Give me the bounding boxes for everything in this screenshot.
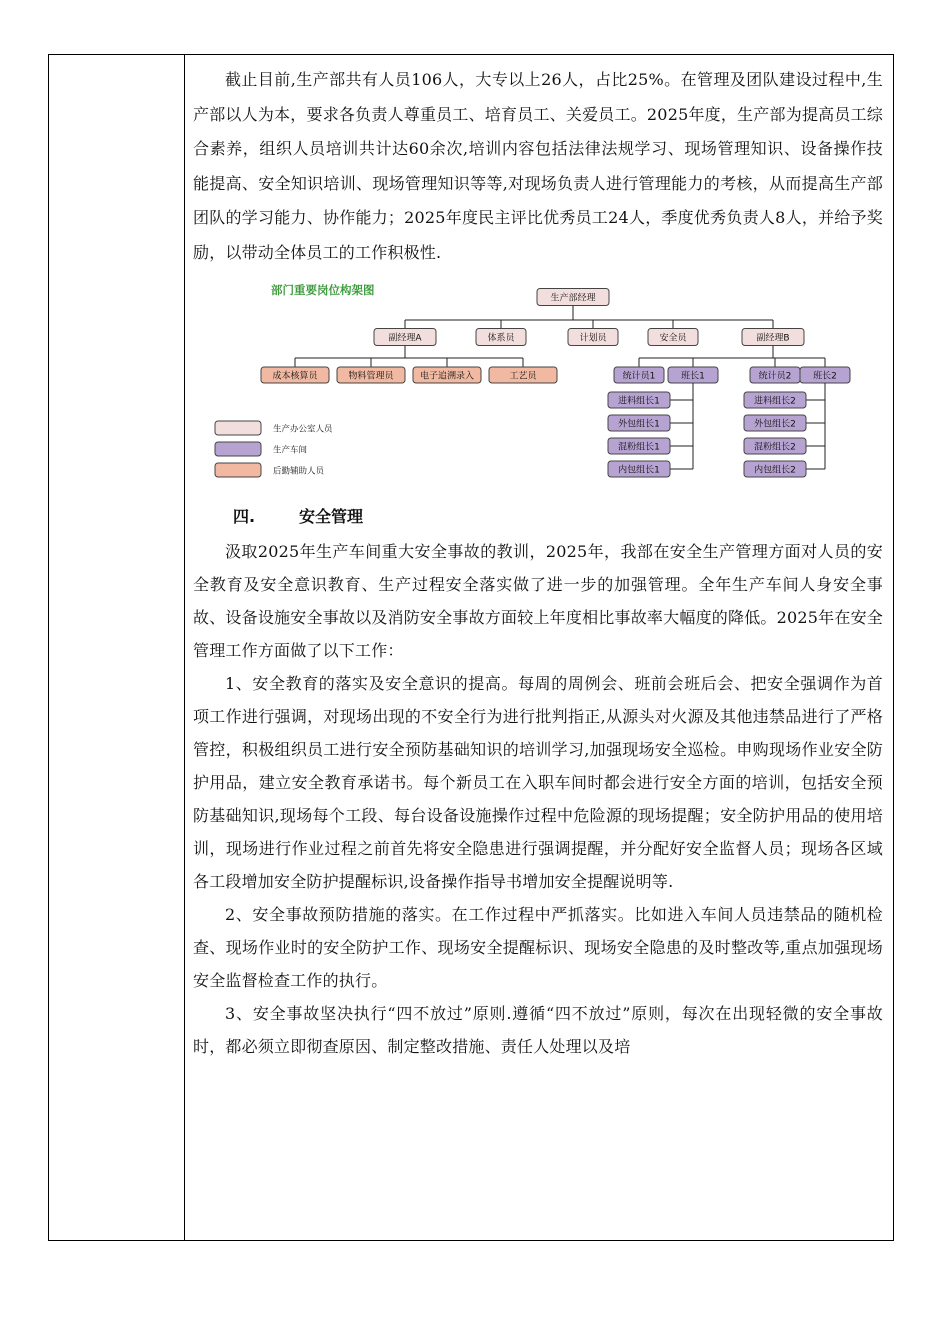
support-node-label: 电子追溯录入 [419, 371, 475, 382]
team-member-node-label: 进料组长1 [618, 396, 660, 407]
team-member-node-label: 混粉组长1 [618, 442, 660, 453]
support-node-label: 成本核算员 [272, 371, 318, 382]
team-member-node-label: 外包组长2 [754, 419, 796, 430]
legend-label: 生产办公室人员 [273, 424, 333, 435]
level2-node-label: 安全员 [659, 333, 687, 344]
workshop-node-label: 统计员1 [622, 371, 656, 382]
team-member-node-label: 内包组长1 [618, 465, 660, 476]
safety-paragraph-3: 2、安全事故预防措施的落实。在工作过程中严抓落实。比如进入车间人员违禁品的随机检查、现场作业时的安全防护工作、现场安全提醒标识、现场安全隐患的及时整改等,重点加强现场安全监督检查工作的执行。 [193, 905, 883, 990]
support-node-label: 工艺员 [509, 371, 537, 382]
table-content-cell [193, 63, 883, 1063]
team-member-node-label: 混粉组长2 [754, 442, 796, 453]
team-member-node-label: 进料组长2 [754, 396, 796, 407]
level2-node-label: 计划员 [579, 333, 607, 344]
safety-paragraph-1: 汲取2025年生产车间重大安全事故的教训，2025年，我部在安全生产管理方面对人员的安全教育及安全意识教育、生产过程安全落实做了进一步的加强管理。全年生产车间人身安全事故、设备设施安全事故以及消防安全事故方面较上年度相比事故率大幅度的降低。2025年在安全管理工作方面做了以下工作： [193, 542, 883, 660]
workshop-node-label: 班长2 [813, 371, 837, 382]
safety-paragraph-4: 3、安全事故坚决执行“四不放过”原则.遵循“四不放过”原则，每次在出现轻微的安全事故时，都必须立即彻查原因、制定整改措施、责任人处理以及培 [193, 1004, 883, 1056]
legend-swatch [215, 442, 261, 456]
section-heading [193, 499, 883, 535]
level2-node-label: 副经理B [756, 333, 790, 344]
root-node-label: 生产部经理 [550, 293, 596, 304]
legend-swatch [215, 463, 261, 477]
workshop-node-label: 统计员2 [758, 371, 792, 382]
legend-swatch [215, 421, 261, 435]
table-left-column [49, 55, 185, 1240]
level2-node-label: 副经理A [388, 333, 422, 344]
level2-node-label: 体系员 [487, 333, 515, 344]
workshop-node-label: 班长1 [681, 371, 705, 382]
legend-label: 后勤辅助人员 [273, 466, 325, 477]
intro-paragraph: 截止目前,生产部共有人员106人，大专以上26人，占比25%。在管理及团队建设过程中,生产部以人为本，要求各负责人尊重员工、培育员工、关爱员工。2025年度，生产部为提高员工综合素养，组织人员培训共计达60余次,培训内容包括法律法规学习、现场管理知识、设备操作技能提高、安全知识培训、现场管理知识等等,对现场负责人进行管理能力的考核，从而提高生产部团队的学习能力、协作能力；2025年度民主评比优秀员工24人，季度优秀负责人8人，并给予奖励，以带动全体员工的工作积极性. [193, 70, 883, 262]
safety-paragraph-2: 1、安全教育的落实及安全意识的提高。每周的周例会、班前会班后会、把安全强调作为首项工作进行强调，对现场出现的不安全行为进行批判指正,从源头对火源及其他违禁品进行了严格管控，积极组织员工进行安全预防基础知识的培训学习,加强现场安全巡检。申购现场作业安全防护用品，建立安全教育承诺书。每个新员工在入职车间时都会进行安全方面的培训，包括安全预防基础知识,现场每个工段、每台设备设施操作过程中危险源的现场提醒；安全防护用品的使用培训，现场进行作业过程之前首先将安全隐患进行强调提醒，并分配好安全监督人员；现场各区域各工段增加安全防护提醒标识,设备操作指导书增加安全提醒说明等. [193, 674, 883, 891]
team-member-node-label: 外包组长1 [618, 419, 660, 430]
org-chart-title: 部门重要岗位构架图 [271, 283, 375, 297]
report-table [48, 54, 894, 1241]
org-chart [213, 280, 837, 485]
section-title: 安全管理 [299, 507, 364, 526]
team-member-node-label: 内包组长2 [754, 465, 796, 476]
support-node-label: 物料管理员 [348, 371, 394, 382]
legend-label: 生产车间 [273, 445, 308, 456]
org-chart-svg [213, 280, 837, 485]
section-number: 四. [233, 507, 256, 526]
